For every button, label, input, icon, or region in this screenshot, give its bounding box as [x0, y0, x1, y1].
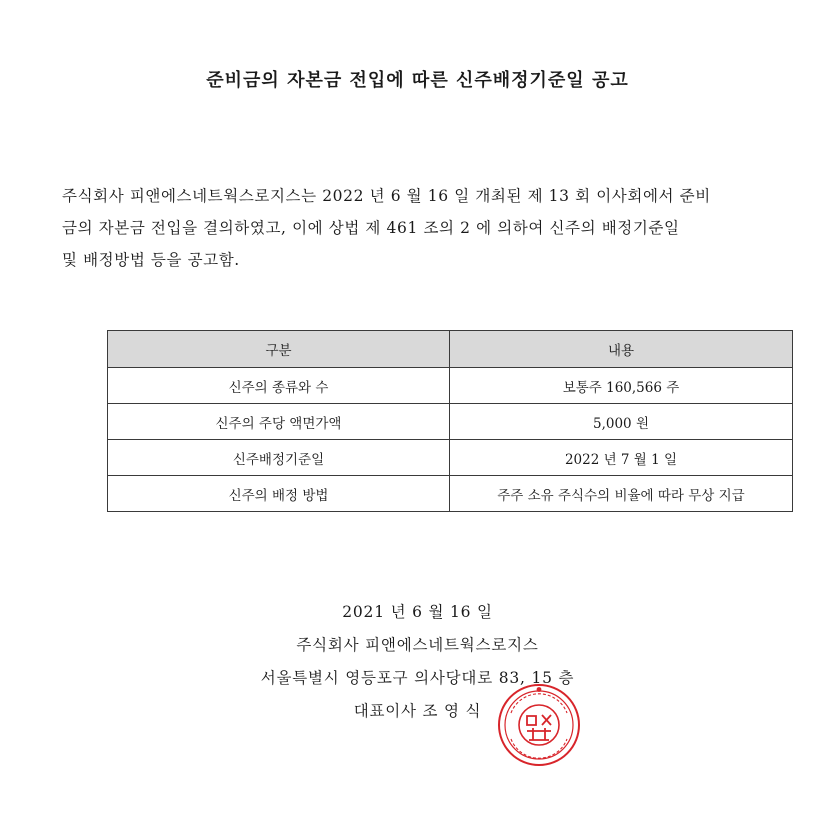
row-value: 2022 년 7 월 1 일 [450, 440, 793, 476]
company-seal-icon [497, 683, 581, 767]
body-line: 금의 자본금 전입을 결의하였고, 이에 상법 제 461 조의 2 에 의하여 신주의 배정기준일 [62, 219, 680, 237]
table-row [108, 440, 793, 476]
company-address: 서울특별시 영등포구 의사당대로 83, 15 층 [260, 669, 575, 687]
announcement-date: 2021 년 6 월 16 일 [342, 603, 493, 621]
body-line: 및 배정방법 등을 공고함. [62, 251, 240, 269]
row-value: 보통주 160,566 주 [450, 368, 793, 404]
row-value: 주주 소유 주식수의 비율에 따라 무상 지급 [450, 476, 793, 512]
row-label: 신주배정기준일 [108, 440, 450, 476]
representative-name: 대표이사 조 영 식 [353, 702, 482, 720]
row-label: 신주의 주당 액면가액 [108, 404, 450, 440]
announcement-body [62, 180, 782, 276]
header-category: 구분 [108, 331, 450, 368]
company-name: 주식회사 피앤에스네트웍스로지스 [296, 636, 539, 654]
document-title: 준비금의 자본금 전입에 따른 신주배정기준일 공고 [206, 70, 629, 91]
signature-block [0, 596, 835, 728]
row-value: 5,000 원 [450, 404, 793, 440]
table-header-row [108, 331, 793, 368]
body-line: 주식회사 피앤에스네트웍스로지스는 2022 년 6 월 16 일 개최된 제 13 회 이사회에서 준비 [62, 187, 711, 205]
issuance-details-table [107, 330, 793, 512]
row-label: 신주의 종류와 수 [108, 368, 450, 404]
row-label: 신주의 배정 방법 [108, 476, 450, 512]
table-row [108, 476, 793, 512]
table-row [108, 404, 793, 440]
table-row [108, 368, 793, 404]
header-content: 내용 [450, 331, 793, 368]
